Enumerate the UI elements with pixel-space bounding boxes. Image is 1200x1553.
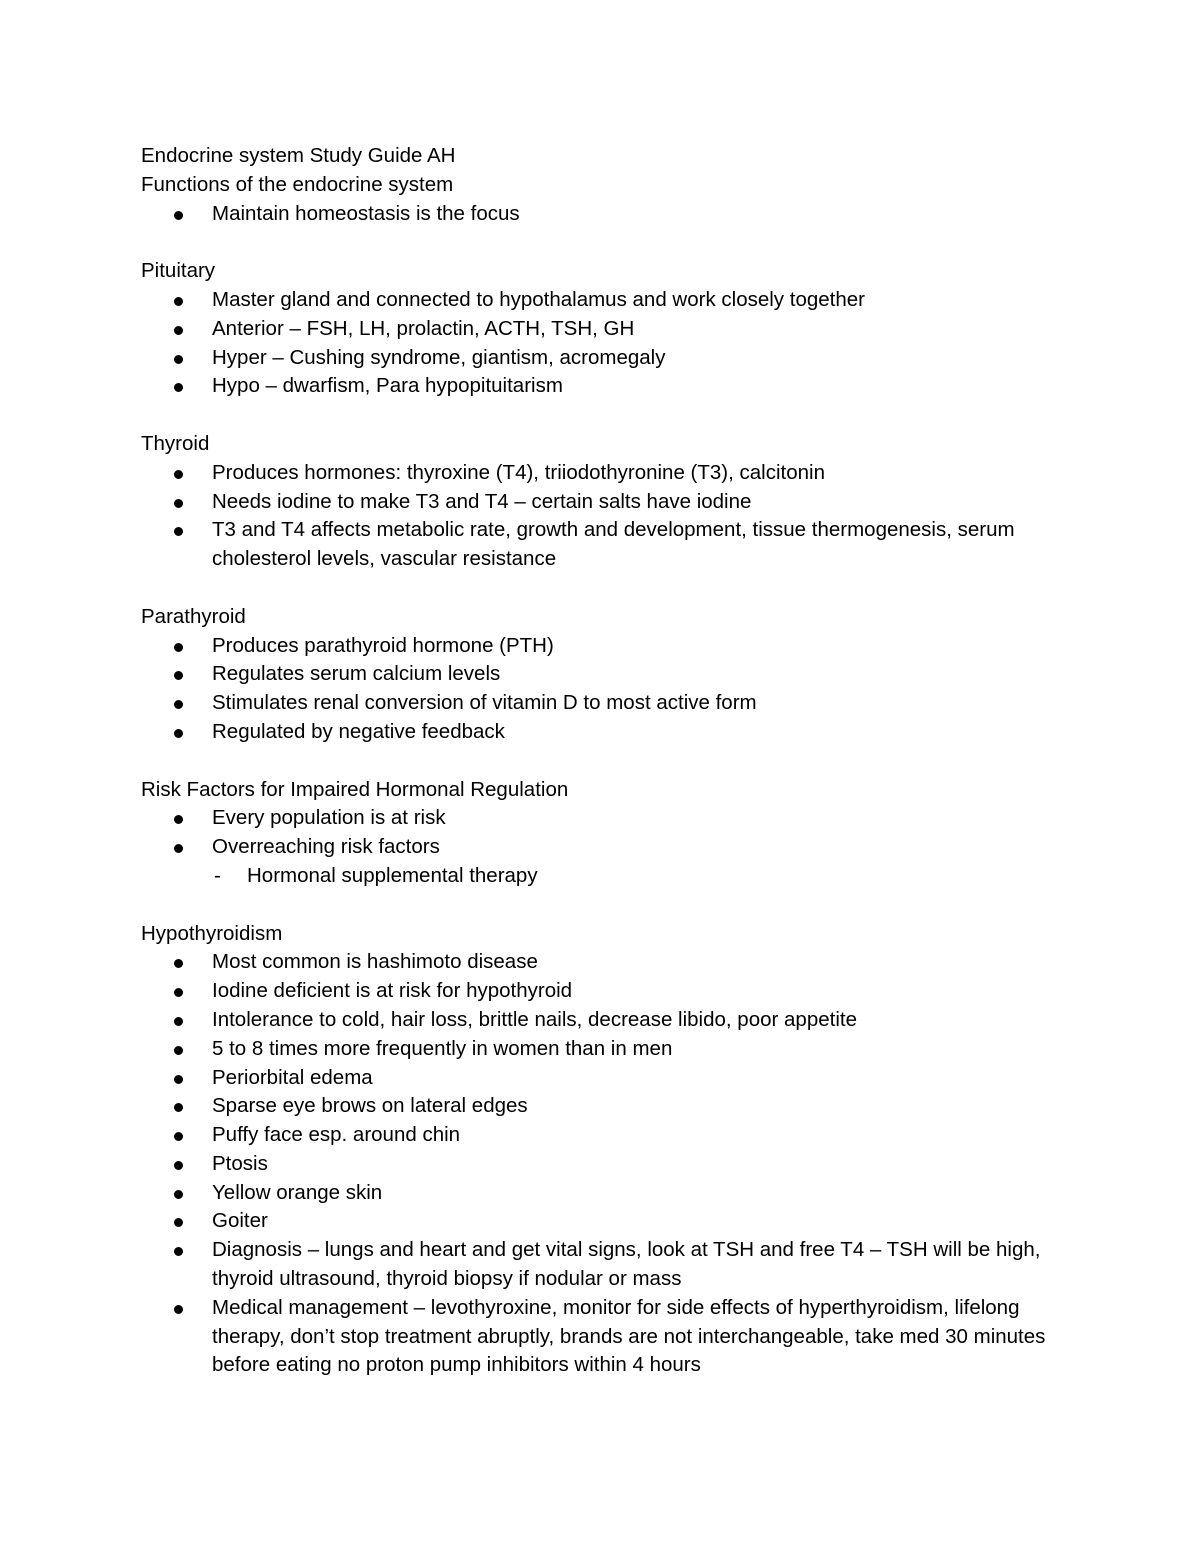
bullet-icon (174, 844, 183, 853)
list-item: Regulates serum calcium levels (141, 660, 1081, 689)
list-item: Puffy face esp. around chin (141, 1121, 1081, 1150)
bullet-icon (174, 988, 183, 997)
bullet-icon (174, 355, 183, 364)
sub-list-item: - Hormonal supplemental therapy (141, 862, 1081, 891)
bullet-icon (174, 959, 183, 968)
bullet-icon (174, 527, 183, 536)
list-item: Periorbital edema (141, 1064, 1081, 1093)
bullet-icon (174, 1046, 183, 1055)
list-item: Diagnosis – lungs and heart and get vital signs, look at TSH and free T4 – TSH will be high, thyroid ultrasound, thyroid biopsy if nodular or mass (141, 1236, 1072, 1294)
list-item: Overreaching risk factors (141, 833, 1081, 862)
bullet-icon (174, 1305, 183, 1314)
bullet-icon (174, 1218, 183, 1227)
bullet-icon (174, 643, 183, 652)
bullet-icon (174, 671, 183, 680)
section-heading-functions: Functions of the endocrine system (141, 172, 454, 196)
list-item: Needs iodine to make T3 and T4 – certain salts have iodine (141, 488, 1081, 517)
bullet-icon (174, 815, 183, 824)
risk-factors-list (141, 804, 1081, 862)
section-heading-risk-factors: Risk Factors for Impaired Hormonal Regulation (141, 777, 569, 801)
list-item: Stimulates renal conversion of vitamin D to most active form (141, 689, 1081, 718)
thyroid-list (141, 459, 1081, 574)
list-item: Yellow orange skin (141, 1179, 1081, 1208)
section-risk-factors (141, 776, 1081, 891)
section-thyroid (141, 430, 1081, 574)
bullet-icon (174, 1075, 183, 1084)
bullet-icon (174, 383, 183, 392)
bullet-icon (174, 700, 183, 709)
bullet-icon (174, 1132, 183, 1141)
bullet-icon (174, 1161, 183, 1170)
section-pituitary (141, 257, 1081, 401)
section-hypothyroidism (141, 920, 1081, 1381)
list-item: Iodine deficient is at risk for hypothyroid (141, 977, 1081, 1006)
bullet-icon (174, 499, 183, 508)
list-item: Sparse eye brows on lateral edges (141, 1092, 1081, 1121)
list-item: Hypo – dwarfism, Para hypopituitarism (141, 372, 1081, 401)
section-heading-hypothyroidism: Hypothyroidism (141, 921, 283, 945)
bullet-icon (174, 1017, 183, 1026)
list-item: 5 to 8 times more frequently in women than in men (141, 1035, 1081, 1064)
list-item: Master gland and connected to hypothalamus and work closely together (141, 286, 1081, 315)
section-heading-parathyroid: Parathyroid (141, 604, 246, 628)
list-item: Regulated by negative feedback (141, 718, 1081, 747)
list-item: Maintain homeostasis is the focus (141, 200, 1081, 229)
list-item: Most common is hashimoto disease (141, 948, 1081, 977)
list-item: T3 and T4 affects metabolic rate, growth and development, tissue thermogenesis, serum cholesterol levels, vascular resistance (141, 516, 1072, 574)
list-item: Every population is at risk (141, 804, 1081, 833)
bullet-icon (174, 1103, 183, 1112)
document-title: Endocrine system Study Guide AH (141, 144, 456, 167)
section-heading-pituitary: Pituitary (141, 259, 216, 283)
pituitary-list (141, 286, 1081, 401)
list-item: Intolerance to cold, hair loss, brittle nails, decrease libido, poor appetite (141, 1006, 1081, 1035)
bullet-icon (174, 211, 183, 220)
bullet-icon (174, 1190, 183, 1199)
list-item: Produces parathyroid hormone (PTH) (141, 632, 1081, 661)
bullet-icon (174, 326, 183, 335)
list-item: Ptosis (141, 1150, 1081, 1179)
hypothyroidism-list (141, 948, 1081, 1380)
section-parathyroid (141, 603, 1081, 747)
bullet-icon (174, 1247, 183, 1256)
list-item: Produces hormones: thyroxine (T4), triiodothyronine (T3), calcitonin (141, 459, 1081, 488)
bullet-icon (174, 297, 183, 306)
section-heading-thyroid: Thyroid (141, 431, 210, 455)
list-item: Medical management – levothyroxine, monitor for side effects of hyperthyroidism, lifelong therapy, don’t stop treatment abruptly, brands are not interchangeable, take med 30 minutes before eating no proton pump inhibitors within 4 hours (141, 1294, 1072, 1380)
bullet-icon (174, 729, 183, 738)
parathyroid-list (141, 632, 1081, 747)
functions-list (141, 200, 1081, 229)
list-item: Goiter (141, 1207, 1081, 1236)
list-item: Anterior – FSH, LH, prolactin, ACTH, TSH, GH (141, 315, 1081, 344)
list-item: Hyper – Cushing syndrome, giantism, acromegaly (141, 344, 1081, 373)
bullet-icon (174, 470, 183, 479)
dash-icon: - (214, 863, 221, 887)
document-page (141, 142, 1081, 1380)
